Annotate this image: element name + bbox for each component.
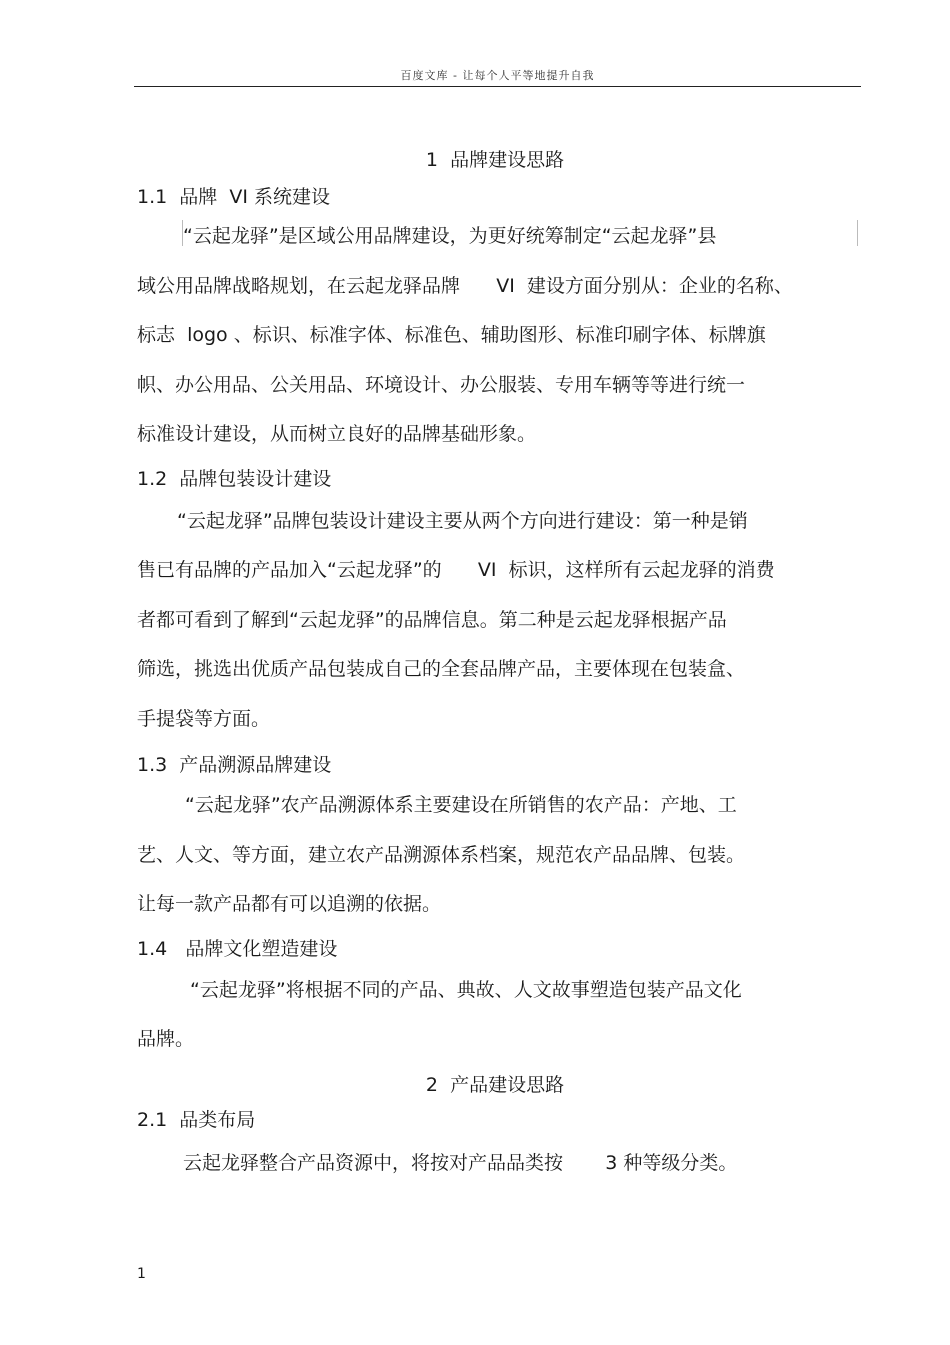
paragraph-line: “云起龙驿”是区域公用品牌建设，为更好统筹制定“云起龙驿”县 <box>183 225 717 247</box>
paragraph-line: 售已有品牌的产品加入“云起龙驿”的 VI 标识，这样所有云起龙驿的消费 <box>137 559 775 581</box>
paragraph-line: 域公用品牌战略规划，在云起龙驿品牌 VI 建设方面分别从：企业的名称、 <box>137 275 793 297</box>
subsection-title: 1.4 品牌文化塑造建设 <box>137 938 338 960</box>
paragraph-line: “云起龙驿”农产品溯源体系主要建设在所销售的农产品：产地、工 <box>185 794 737 816</box>
subsection-title: 1.1 品牌 VI 系统建设 <box>137 186 331 208</box>
paragraph-line: 云起龙驿整合产品资源中，将按对产品品类按 3 种等级分类。 <box>183 1152 738 1174</box>
subsection-title: 2.1 品类布局 <box>137 1109 256 1131</box>
page-number: 1 <box>137 1266 146 1282</box>
paragraph-line: 品牌。 <box>137 1028 195 1050</box>
subsection-title: 1.2 品牌包装设计建设 <box>137 468 332 490</box>
paragraph-line: 者都可看到了解到“云起龙驿”的品牌信息。第二种是云起龙驿根据产品 <box>137 609 727 631</box>
subsection-title: 1.3 产品溯源品牌建设 <box>137 754 332 776</box>
paragraph-line: 帜、办公用品、公关用品、环境设计、办公服装、专用车辆等等进行统一 <box>137 374 746 396</box>
paragraph-line: 标志 logo 、标识、标准字体、标准色、辅助图形、标准印刷字体、标牌旗 <box>137 324 766 346</box>
paragraph-line: 艺、人文、等方面，建立农产品溯源体系档案，规范农产品品牌、包装。 <box>137 844 746 866</box>
paragraph-line: 让每一款产品都有可以追溯的依据。 <box>137 893 442 915</box>
paragraph-line: 筛选，挑选出优质产品包装成自己的全套品牌产品，主要体现在包装盒、 <box>137 658 746 680</box>
header-divider <box>134 86 861 87</box>
page-header: 百度文库 - 让每个人平等地提升自我 <box>400 69 595 82</box>
section-title: 1 品牌建设思路 <box>425 149 565 171</box>
paragraph-line: 标准设计建设，从而树立良好的品牌基础形象。 <box>137 423 537 445</box>
section-title: 2 产品建设思路 <box>425 1074 565 1096</box>
margin-mark <box>857 220 858 246</box>
paragraph-line: “云起龙驿”品牌包装设计建设主要从两个方向进行建设：第一种是销 <box>177 510 748 532</box>
paragraph-line: “云起龙驿”将根据不同的产品、典故、人文故事塑造包装产品文化 <box>190 979 742 1001</box>
paragraph-line: 手提袋等方面。 <box>137 708 271 730</box>
